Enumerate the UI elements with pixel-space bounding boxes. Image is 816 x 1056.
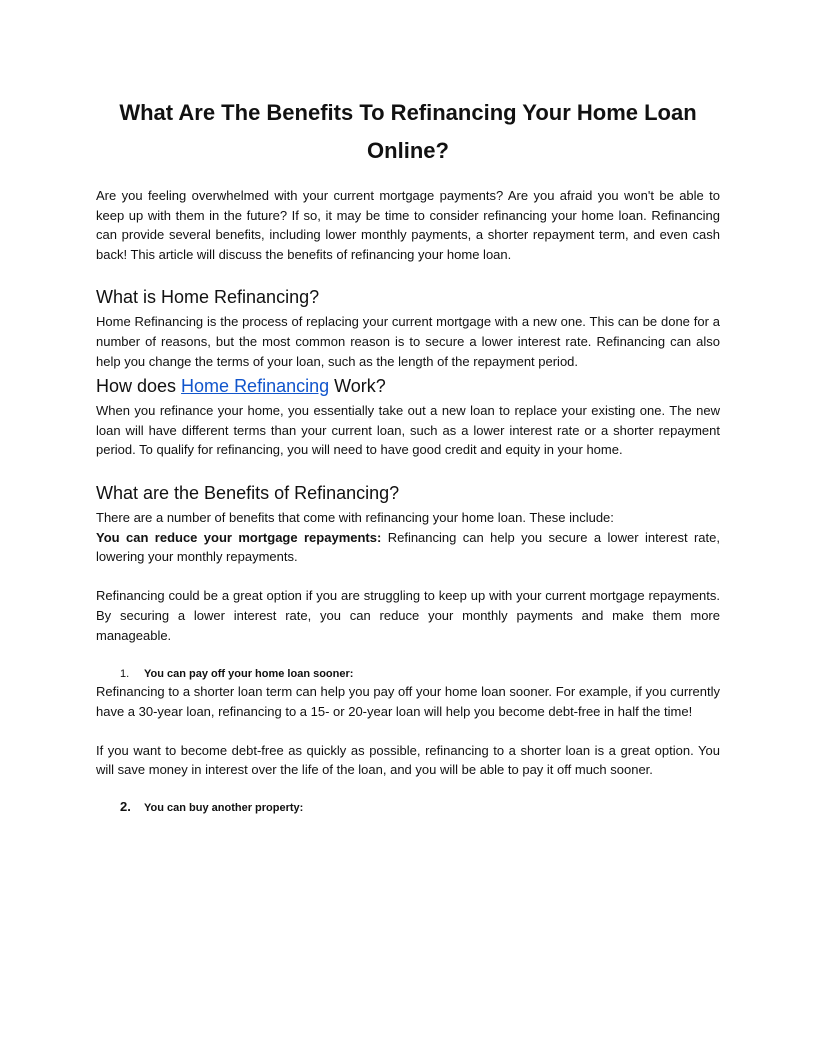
benefit-reduce-text: Refinancing can help you secure a lower interest rate, lowering your monthly repayments. <box>96 529 720 565</box>
list-number: 2. <box>120 799 131 815</box>
page-title: What Are The Benefits To Refinancing Your Home Loan Online? <box>119 100 697 163</box>
section-how-does-body: When you refinance your home, you essentially take out a new loan to replace your existing one. The new loan will have different terms than your current loan, such as a lower interest rate or a shorter repayment period. To qualify for refinancing, you will need to have good credit and equity in your home. <box>96 403 720 458</box>
list-item-title: You can buy another property: <box>144 802 304 815</box>
section-heading-what-is: What is Home Refinancing? <box>96 287 320 308</box>
home-refinancing-link[interactable]: Home Refinancing <box>181 376 330 397</box>
benefits-lead: There are a number of benefits that come with refinancing your home loan. These include: <box>96 509 614 525</box>
pay-off-sooner-paragraph-1: Refinancing to a shorter loan term can help you pay off your home loan sooner. For example, if you currently have a 30-year loan, refinancing to a 15- or 20-year loan will help you become debt-free in half the time! <box>96 684 720 719</box>
list-number: 1. <box>120 668 130 681</box>
list-item-pay-off-sooner <box>96 666 720 682</box>
section-what-is-body: Home Refinancing is the process of replacing your current mortgage with a new one. This can be done for a number of reasons, but the most common reason is to secure a lower interest rate. Refinancing can also help you change the terms of your loan, such as the length of the repayment period. <box>96 314 720 369</box>
pay-off-sooner-paragraph-2: If you want to become debt-free as quickly as possible, refinancing to a shorter loan is a great option. You will save money in interest over the life of the loan, and you will be able to pay it off much sooner. <box>96 742 720 778</box>
list-item-buy-property <box>96 799 720 816</box>
intro-paragraph: Are you feeling overwhelmed with your current mortgage payments? Are you afraid you won't be able to keep up with them in the future? If so, it may be time to consider refinancing your home loan. Refinancing can provide several benefits, including lower monthly payments, a shorter repayment term, and even cash back! This article will discuss the benefits of refinancing your home loan. <box>96 188 720 262</box>
benefit-reduce-repayments <box>96 528 720 567</box>
benefit-reduce-title: You can reduce your mortgage repayments: <box>96 529 382 545</box>
list-item-title: You can pay off your home loan sooner: <box>144 668 354 681</box>
heading-text-before: How does <box>96 376 182 397</box>
section-heading-benefits: What are the Benefits of Refinancing? <box>96 482 400 503</box>
section-heading-how-does <box>96 374 720 398</box>
benefit-reduce-paragraph: Refinancing could be a great option if you are struggling to keep up with your current mortgage repayments. By securing a lower interest rate, you can reduce your monthly payments and make them more manageable. <box>96 588 720 643</box>
document-page <box>96 94 720 816</box>
heading-text-after: Work? <box>329 376 386 397</box>
